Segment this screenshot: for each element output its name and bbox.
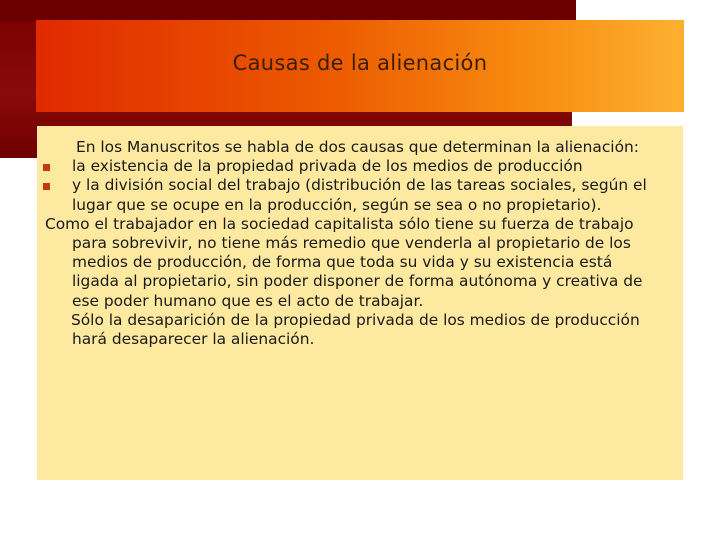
body-paragraph: Como el trabajador en la sociedad capitalista sólo tiene su fuerza de trabajo para sobrevivir, no tiene más remedio que venderla al propietario de los medios de producción, de forma que toda su vida y su existencia está ligada al propietario, sin poder disponer de forma autónoma y creativa de ese poder humano que es el acto de trabajar. (45, 214, 643, 310)
closing-text: Sólo la desaparición de la propiedad privada de los medios de producción hará desaparecer la alienación. (71, 310, 640, 349)
background-shape-top (0, 0, 576, 22)
square-bullet-icon (43, 164, 50, 171)
content-box (37, 126, 683, 480)
slide-title: Causas de la alienación (232, 51, 488, 75)
intro-text: En los Manuscritos se habla de dos causas que determinan la alienación: (76, 138, 639, 156)
title-bar (36, 20, 684, 112)
bullet-text: y la división social del trabajo (distribución de las tareas sociales, según el lugar que se ocupe en la producción, según se sea o no propietario). (72, 176, 647, 214)
square-bullet-icon (43, 183, 50, 190)
bullet-item (45, 176, 663, 214)
bullet-text: la existencia de la propiedad privada de los medios de producción (72, 157, 583, 176)
bullet-item (45, 157, 663, 176)
